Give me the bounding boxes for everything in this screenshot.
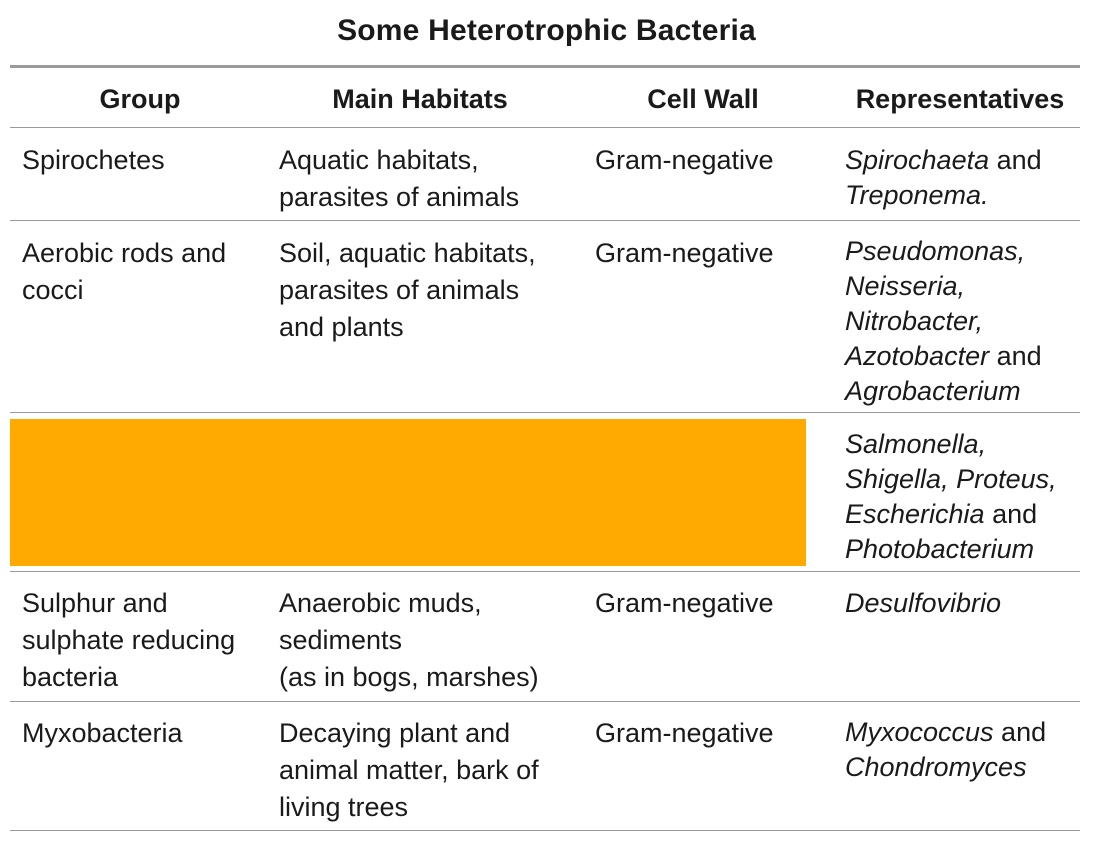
group-line: cocci bbox=[22, 275, 84, 305]
representative-line bbox=[845, 234, 1085, 269]
header-group: Group bbox=[99, 84, 181, 114]
row-rule bbox=[10, 412, 1080, 413]
representative-line bbox=[845, 586, 1085, 621]
representatives-cell bbox=[845, 143, 1085, 213]
representative-line bbox=[845, 269, 1085, 304]
connector-text: and bbox=[989, 341, 1042, 371]
row-rule bbox=[10, 220, 1080, 221]
habitat-line: sediments bbox=[279, 625, 403, 655]
header-cell-wall: Cell Wall bbox=[647, 84, 759, 114]
group-line: Sulphur and bbox=[22, 588, 168, 618]
habitat-cell bbox=[279, 142, 579, 216]
representatives-cell bbox=[845, 715, 1085, 785]
representative-line bbox=[845, 374, 1085, 409]
genus-name: Myxococcus bbox=[845, 717, 994, 747]
group-line: bacteria bbox=[22, 662, 119, 692]
habitat-line: animal matter, bark of bbox=[279, 755, 539, 785]
row-rule bbox=[10, 571, 1080, 572]
genus-name: Pseudomonas, bbox=[845, 236, 1026, 266]
genus-name: Shigella, Proteus, bbox=[845, 464, 1057, 494]
genus-name: Nitrobacter, bbox=[845, 306, 984, 336]
habitat-line: Soil, aquatic habitats, bbox=[279, 238, 536, 268]
genus-name: Azotobacter bbox=[845, 341, 990, 371]
header-rule bbox=[10, 127, 1080, 128]
genus-name: Desulfovibrio bbox=[845, 588, 1002, 618]
connector-text: and bbox=[993, 717, 1047, 747]
genus-name: Spirochaeta bbox=[845, 145, 990, 175]
group-line: Spirochetes bbox=[22, 145, 165, 175]
habitat-line: parasites of animals bbox=[279, 275, 520, 305]
habitat-line: (as in bogs, marshes) bbox=[279, 662, 539, 692]
genus-name: Chondromyces bbox=[845, 752, 1027, 782]
representative-line bbox=[845, 462, 1085, 497]
group-cell bbox=[22, 142, 262, 179]
group-line: Aerobic rods and bbox=[22, 238, 227, 268]
cell-wall-cell: Gram-negative bbox=[595, 588, 774, 618]
highlight-block bbox=[10, 419, 806, 566]
representative-line bbox=[845, 497, 1085, 532]
genus-name: Agrobacterium bbox=[845, 376, 1021, 406]
representatives-cell bbox=[845, 234, 1085, 409]
habitat-line: Aquatic habitats, bbox=[279, 145, 479, 175]
representatives-cell bbox=[845, 586, 1085, 621]
group-cell bbox=[22, 715, 262, 752]
habitat-line: Decaying plant and bbox=[279, 718, 511, 748]
header-representatives: Representatives bbox=[855, 84, 1065, 114]
representative-line bbox=[845, 143, 1085, 178]
genus-name: Salmonella, bbox=[845, 429, 987, 459]
habitat-line: Anaerobic muds, bbox=[279, 588, 482, 618]
group-line: Myxobacteria bbox=[22, 718, 183, 748]
representative-line bbox=[845, 178, 1085, 213]
cell-wall-cell: Gram-negative bbox=[595, 145, 774, 175]
group-cell bbox=[22, 235, 262, 309]
genus-name: Photobacterium bbox=[845, 534, 1035, 564]
row-rule bbox=[10, 701, 1080, 702]
genus-name: Treponema. bbox=[845, 180, 989, 210]
cell-wall-cell: Gram-negative bbox=[595, 718, 774, 748]
habitat-line: parasites of animals bbox=[279, 182, 520, 212]
group-cell bbox=[22, 585, 262, 696]
habitat-cell bbox=[279, 585, 579, 696]
row-rule bbox=[10, 830, 1080, 831]
connector-text: and bbox=[984, 499, 1038, 529]
representatives-cell bbox=[845, 427, 1085, 567]
representative-line bbox=[845, 427, 1085, 462]
header-main-habitats: Main Habitats bbox=[332, 84, 508, 114]
group-line: sulphate reducing bbox=[22, 625, 236, 655]
cell-wall-cell: Gram-negative bbox=[595, 238, 774, 268]
representative-line bbox=[845, 339, 1085, 374]
representative-line bbox=[845, 532, 1085, 567]
connector-text: and bbox=[989, 145, 1042, 175]
genus-name: Neisseria, bbox=[845, 271, 966, 301]
habitat-line: living trees bbox=[279, 792, 409, 822]
habitat-line: and plants bbox=[279, 312, 404, 342]
top-rule bbox=[10, 65, 1080, 68]
table-title: Some Heterotrophic Bacteria bbox=[337, 14, 756, 47]
representative-line bbox=[845, 715, 1085, 750]
genus-name: Escherichia bbox=[845, 499, 985, 529]
habitat-cell bbox=[279, 715, 579, 826]
representative-line bbox=[845, 750, 1085, 785]
representative-line bbox=[845, 304, 1085, 339]
habitat-cell bbox=[279, 235, 579, 346]
